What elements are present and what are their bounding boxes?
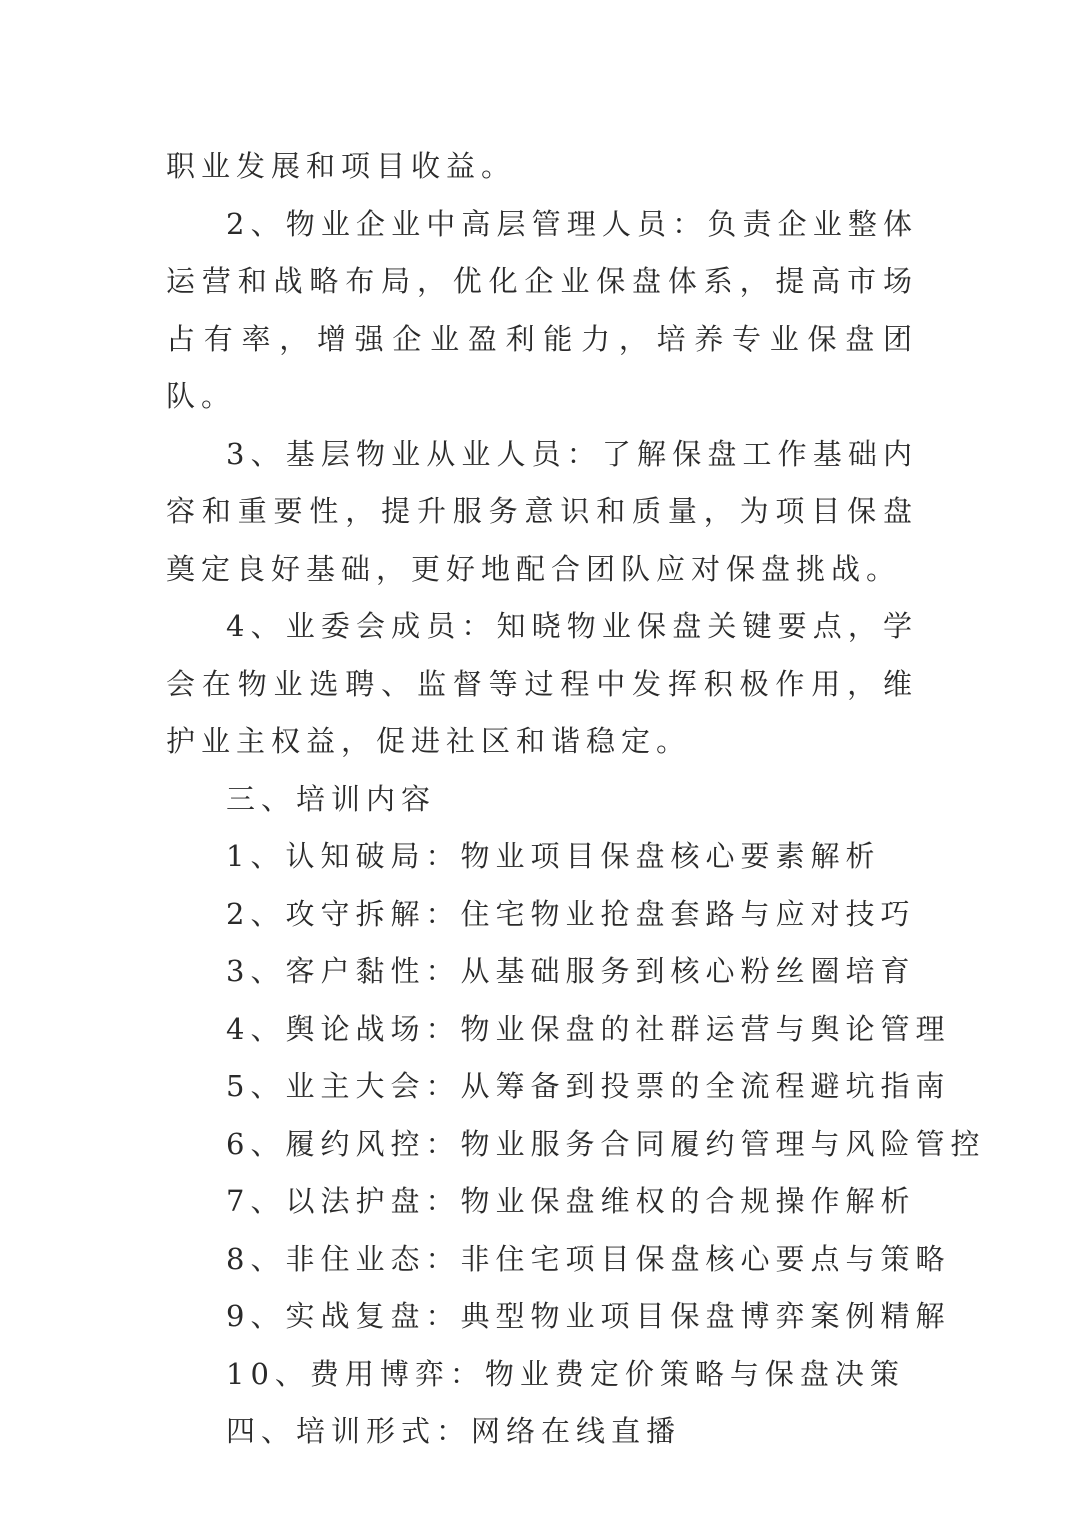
content-item-2: 2、攻守拆解：住宅物业抢盘套路与应对技巧 <box>226 896 916 931</box>
audience-paragraph-2: 2、物业企业中高层管理人员：负责企业整体运营和战略布局，优化企业保盘体系，提高市场占有率，增强企业盈利能力，培养专业保盘团队。 <box>166 206 918 413</box>
section-title-training-content: 三、培训内容 <box>226 781 437 816</box>
content-item-6: 6、履约风控：物业服务合同履约管理与风险管控 <box>226 1126 986 1161</box>
content-item-9: 9、实战复盘：典型物业项目保盘博弈案例精解 <box>226 1299 951 1333</box>
document-body <box>166 138 986 1461</box>
content-item-10: 10、费用博弈：物业费定价策略与保盘决策 <box>226 1356 905 1391</box>
audience-paragraph-4: 4、业委会成员：知晓物业保盘关键要点，学会在物业选聘、监督等过程中发挥积极作用，维护业主权益，促进社区和谐稳定。 <box>166 609 918 758</box>
section-title-training-format: 四、培训形式：网络在线直播 <box>226 1414 682 1448</box>
content-item-5: 5、业主大会：从筹备到投票的全流程避坑指南 <box>226 1069 951 1103</box>
content-item-7: 7、以法护盘：物业保盘维权的合规操作解析 <box>226 1184 916 1218</box>
audience-paragraph-3: 3、基层物业从业人员：了解保盘工作基础内容和重要性，提升服务意识和质量，为项目保盘奠定良好基础，更好地配合团队应对保盘挑战。 <box>166 436 918 586</box>
content-item-4: 4、舆论战场：物业保盘的社群运营与舆论管理 <box>226 1011 951 1046</box>
content-item-3: 3、客户黏性：从基础服务到核心粉丝圈培育 <box>226 954 916 988</box>
content-item-8: 8、非住业态：非住宅项目保盘核心要点与策略 <box>226 1241 951 1276</box>
continuation-paragraph: 职业发展和项目收益。 <box>166 149 517 183</box>
content-item-1: 1、认知破局：物业项目保盘核心要素解析 <box>226 839 881 873</box>
